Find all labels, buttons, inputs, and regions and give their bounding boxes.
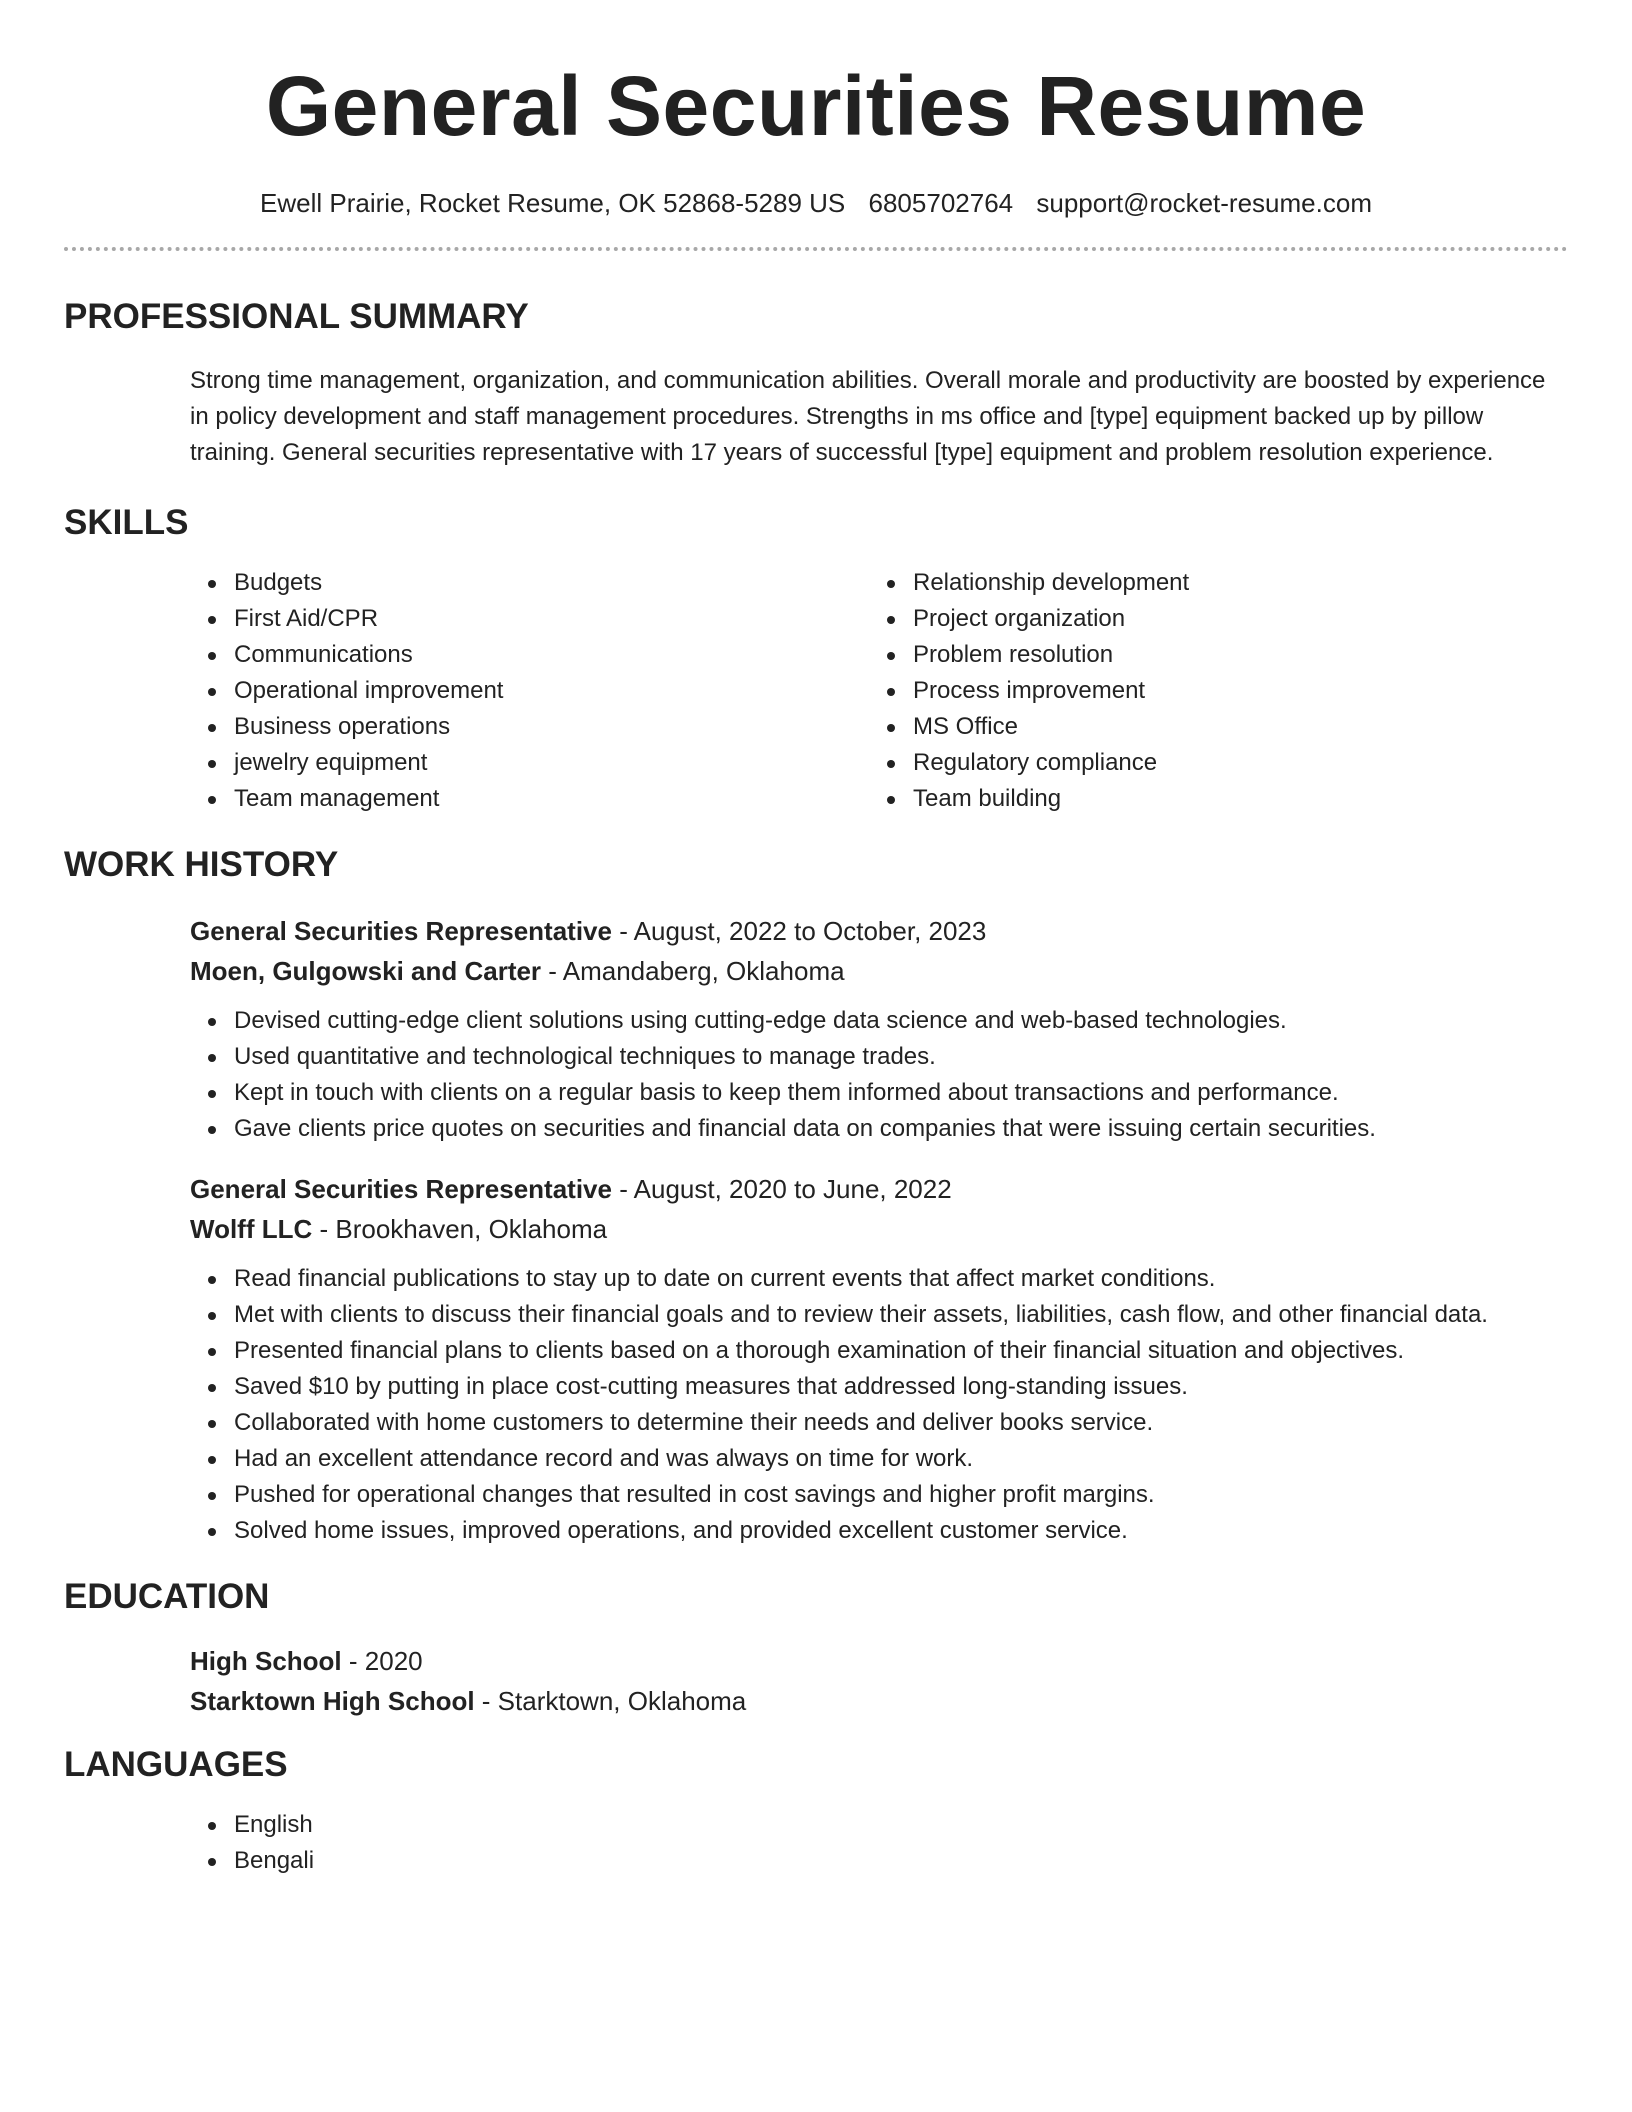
education-entry [190,1641,1568,1721]
education-year: - 2020 [341,1646,423,1676]
job-bullet: Collaborated with home customers to determine their needs and deliver books service. [234,1405,1568,1441]
job-entry [190,1169,1568,1549]
contact-line [64,186,1568,220]
section-title-summary: PROFESSIONAL SUMMARY [64,297,529,336]
job-company: Wolff LLC [190,1214,313,1244]
job-bullet: Used quantitative and technological techniques to manage trades. [234,1039,1568,1075]
job-bullet: Had an excellent attendance record and was always on time for work. [234,1441,1568,1477]
job-company-line [190,951,1568,991]
contact-address: Ewell Prairie, Rocket Resume, OK 52868-5289 US [260,188,846,218]
skill-item: Team building [913,781,1548,817]
skill-item: MS Office [913,709,1548,745]
section-title-skills: SKILLS [64,503,189,542]
job-bullet: Devised cutting-edge client solutions using cutting-edge data science and web-based technologies. [234,1003,1568,1039]
job-dates: - August, 2020 to June, 2022 [611,1174,952,1204]
job-location: - Amandaberg, Oklahoma [541,956,845,986]
job-bullet: Kept in touch with clients on a regular basis to keep them informed about transactions and performance. [234,1075,1568,1111]
section-title-languages: LANGUAGES [64,1745,288,1784]
job-bullet: Gave clients price quotes on securities and financial data on companies that were issuing certain securities. [234,1111,1568,1147]
skill-item: Communications [234,637,869,673]
job-bullet: Read financial publications to stay up to date on current events that affect market conditions. [234,1261,1568,1297]
skill-item: First Aid/CPR [234,601,869,637]
job-bullet: Saved $10 by putting in place cost-cutting measures that addressed long-standing issues. [234,1369,1568,1405]
skill-item: Relationship development [913,565,1548,601]
job-role-line [190,911,1568,951]
job-company: Moen, Gulgowski and Carter [190,956,542,986]
skills-column-left [190,565,869,817]
job-bullets [64,1261,1568,1549]
resume-title: General Securities Resume [265,59,1367,153]
contact-email: support@rocket-resume.com [1036,188,1372,218]
job-bullet: Presented financial plans to clients based on a thorough examination of their financial situation and objectives. [234,1333,1568,1369]
skill-item: jewelry equipment [234,745,869,781]
professional-summary-section [64,295,1568,471]
education-section [64,1575,1568,1721]
education-degree: High School [190,1646,342,1676]
job-location: - Brookhaven, Oklahoma [312,1214,608,1244]
job-dates: - August, 2022 to October, 2023 [611,916,987,946]
job-bullets [64,1003,1568,1147]
job-bullet: Solved home issues, improved operations, and provided excellent customer service. [234,1513,1568,1549]
education-location: - Starktown, Oklahoma [474,1686,747,1716]
job-role-line [190,1169,1568,1209]
job-role: General Securities Representative [190,916,612,946]
job-bullet: Met with clients to discuss their financial goals and to review their assets, liabilities, cash flow, and other financial data. [234,1297,1568,1333]
skill-item: Operational improvement [234,673,869,709]
job-entry [190,911,1568,1147]
education-degree-line [190,1641,1568,1681]
language-item: English [234,1807,1568,1843]
skills-grid [190,565,1568,817]
job-company-line [190,1209,1568,1249]
skill-item: Team management [234,781,869,817]
skill-item: Business operations [234,709,869,745]
language-item: Bengali [234,1843,1568,1879]
skill-item: Regulatory compliance [913,745,1548,781]
education-school-line [190,1681,1568,1721]
resume-header [64,0,1568,251]
skill-item: Process improvement [913,673,1548,709]
summary-text: Strong time management, organization, and communication abilities. Overall morale and productivity are boosted by experience in policy development and staff management procedures. Strengths in ms office and [type] equipment backed up by pillow training. General securities representative with 17 years of successful [type] equipment and problem resolution experience. [190,367,1546,466]
skills-section [64,501,1568,817]
education-school: Starktown High School [190,1686,475,1716]
skill-item: Problem resolution [913,637,1548,673]
contact-phone: 6805702764 [868,188,1014,218]
skill-item: Budgets [234,565,869,601]
work-history-section [64,843,1568,1549]
languages-list [190,1807,1568,1879]
job-bullet: Pushed for operational changes that resulted in cost savings and higher profit margins. [234,1477,1568,1513]
section-title-education: EDUCATION [64,1577,270,1616]
job-role: General Securities Representative [190,1174,612,1204]
skills-column-right [869,565,1548,817]
languages-section [64,1743,1568,1879]
header-divider [64,247,1568,251]
skill-item: Project organization [913,601,1548,637]
section-title-work: WORK HISTORY [64,845,339,884]
